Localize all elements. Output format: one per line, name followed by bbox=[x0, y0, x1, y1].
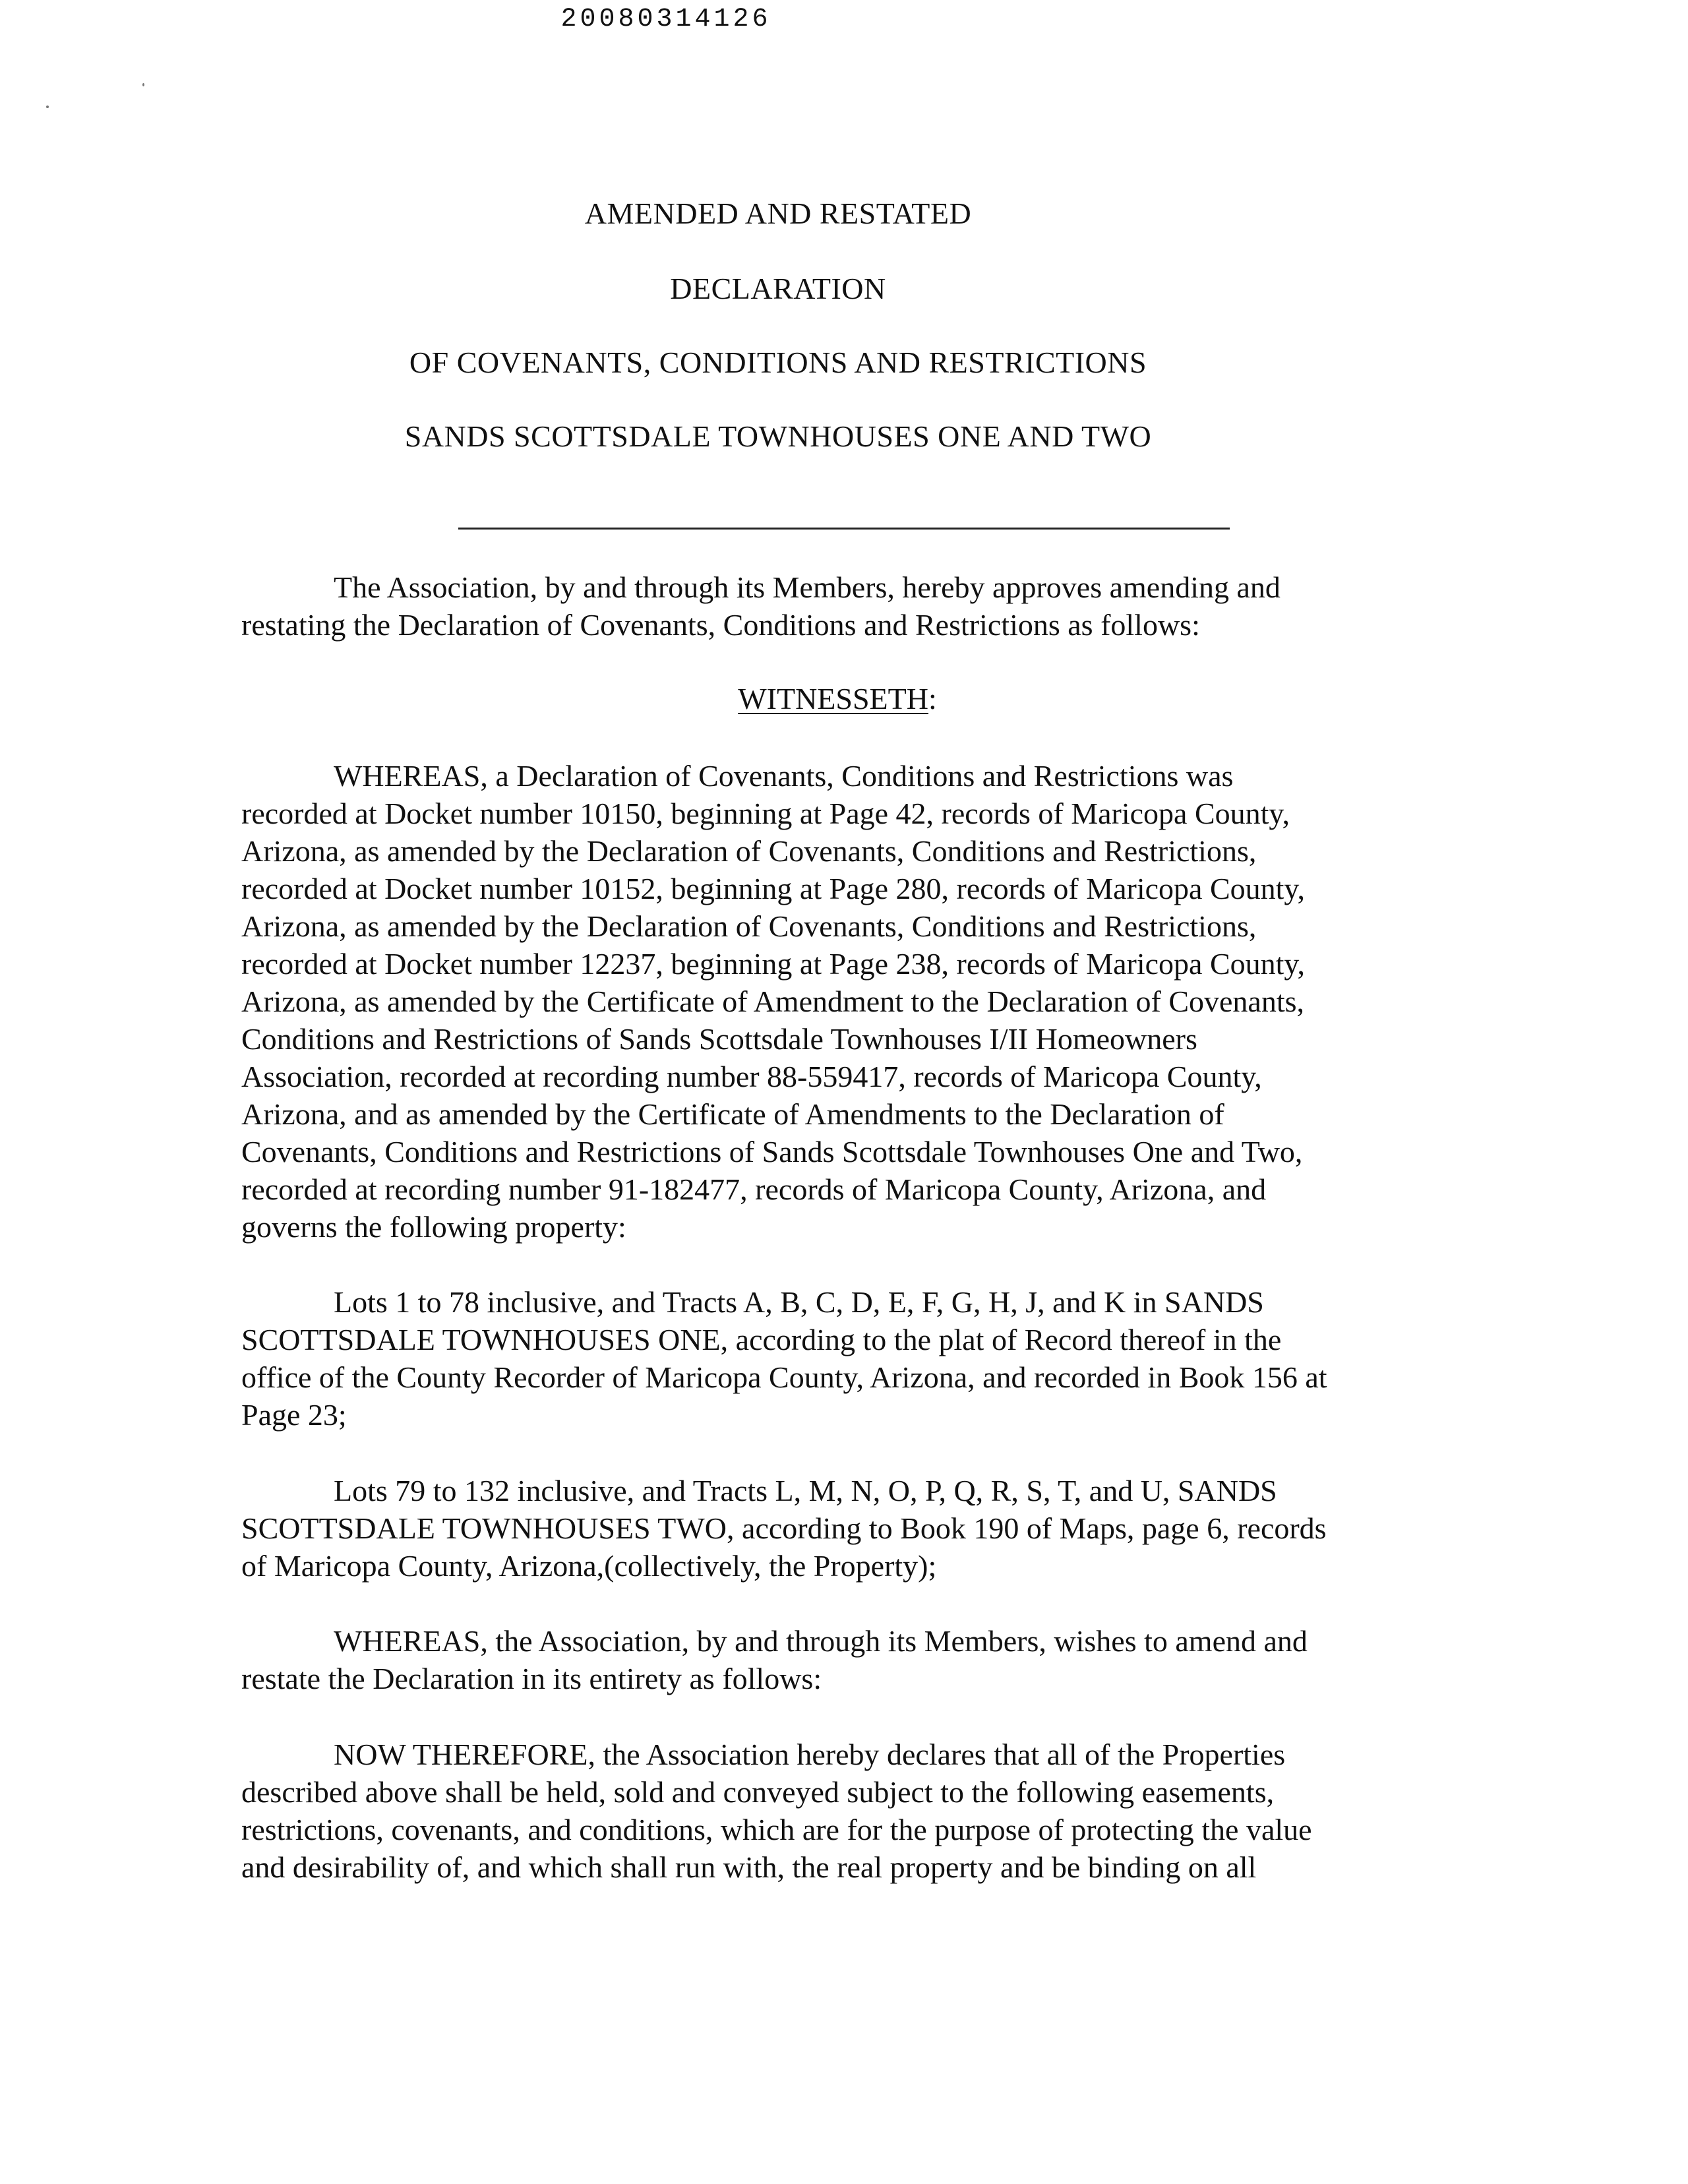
whereas-1-line: recorded at Docket number 10152, beginning at Page 280, records of Maricopa County, bbox=[241, 872, 1305, 905]
title-line-4: SANDS SCOTTSDALE TOWNHOUSES ONE AND TWO bbox=[404, 419, 1152, 453]
lots-two-line: Lots 79 to 132 inclusive, and Tracts L, M, N, O, P, Q, R, S, T, and U, SANDS bbox=[334, 1474, 1277, 1507]
whereas-paragraph-2 bbox=[241, 1622, 1448, 1697]
whereas-1-line: Arizona, as amended by the Certificate of Amendment to the Declaration of Covenants, bbox=[241, 985, 1305, 1018]
whereas-1-line: recorded at recording number 91-182477, records of Maricopa County, Arizona, and bbox=[241, 1172, 1267, 1206]
lots-one-line: Page 23; bbox=[241, 1398, 347, 1432]
whereas-1-line: Arizona, as amended by the Declaration of Covenants, Conditions and Restrictions, bbox=[241, 909, 1257, 943]
scan-speck bbox=[142, 83, 144, 86]
witnesseth-colon: : bbox=[928, 682, 937, 715]
now-therefore-line: restrictions, covenants, and conditions, which are for the purpose of protecting the value bbox=[241, 1813, 1312, 1846]
lots-one-line: SCOTTSDALE TOWNHOUSES ONE, according to the plat of Record thereof in the bbox=[241, 1323, 1282, 1356]
scan-speck bbox=[46, 106, 49, 108]
lots-one-line: Lots 1 to 78 inclusive, and Tracts A, B, C, D, E, F, G, H, J, and K in SANDS bbox=[334, 1285, 1264, 1319]
whereas-1-line: recorded at Docket number 10150, beginning at Page 42, records of Maricopa County, bbox=[241, 797, 1290, 830]
now-therefore-line: described above shall be held, sold and conveyed subject to the following easements, bbox=[241, 1775, 1275, 1809]
whereas-2-line: restate the Declaration in its entirety as follows: bbox=[241, 1662, 822, 1695]
whereas-1-line: Conditions and Restrictions of Sands Scottsdale Townhouses I/II Homeowners bbox=[241, 1022, 1197, 1056]
whereas-1-line: recorded at Docket number 12237, beginning at Page 238, records of Maricopa County, bbox=[241, 947, 1305, 981]
lots-two-line: of Maricopa County, Arizona,(collectively, the Property); bbox=[241, 1549, 937, 1583]
whereas-2-line: WHEREAS, the Association, by and through its Members, wishes to amend and bbox=[334, 1624, 1308, 1658]
now-therefore-paragraph bbox=[241, 1736, 1448, 1886]
intro-line: restating the Declaration of Covenants, Conditions and Restrictions as follows: bbox=[241, 608, 1200, 642]
now-therefore-line: NOW THEREFORE, the Association hereby declares that all of the Properties bbox=[334, 1738, 1286, 1771]
whereas-1-line: WHEREAS, a Declaration of Covenants, Conditions and Restrictions was bbox=[334, 759, 1234, 793]
title-line-2: DECLARATION bbox=[670, 272, 886, 305]
whereas-1-line: Covenants, Conditions and Restrictions of Sands Scottsdale Townhouses One and Two, bbox=[241, 1135, 1303, 1168]
whereas-paragraph-1 bbox=[241, 757, 1448, 1246]
lots-two-line: SCOTTSDALE TOWNHOUSES TWO, according to Book 190 of Maps, page 6, records bbox=[241, 1511, 1327, 1545]
now-therefore-line: and desirability of, and which shall run with, the real property and be binding on all bbox=[241, 1850, 1257, 1884]
title-line-3: OF COVENANTS, CONDITIONS AND RESTRICTIONS bbox=[409, 346, 1147, 379]
lots-one-line: office of the County Recorder of Maricopa County, Arizona, and recorded in Book 156 at bbox=[241, 1360, 1327, 1394]
witnesseth-heading bbox=[0, 681, 1681, 717]
intro-paragraph bbox=[241, 568, 1448, 644]
title-divider bbox=[458, 528, 1230, 530]
intro-line: The Association, by and through its Members, hereby approves amending and bbox=[334, 570, 1281, 604]
witnesseth-text: WITNESSETH bbox=[738, 682, 928, 715]
lots-one-paragraph bbox=[241, 1283, 1448, 1434]
recording-number: 20080314126 bbox=[560, 5, 771, 34]
whereas-1-line: Arizona, and as amended by the Certificate of Amendments to the Declaration of bbox=[241, 1097, 1224, 1131]
lots-two-paragraph bbox=[241, 1472, 1448, 1585]
title-line-1: AMENDED AND RESTATED bbox=[584, 197, 972, 230]
whereas-1-line: Arizona, as amended by the Declaration of Covenants, Conditions and Restrictions, bbox=[241, 834, 1257, 868]
whereas-1-line: governs the following property: bbox=[241, 1210, 626, 1244]
whereas-1-line: Association, recorded at recording number 88-559417, records of Maricopa County, bbox=[241, 1060, 1262, 1093]
